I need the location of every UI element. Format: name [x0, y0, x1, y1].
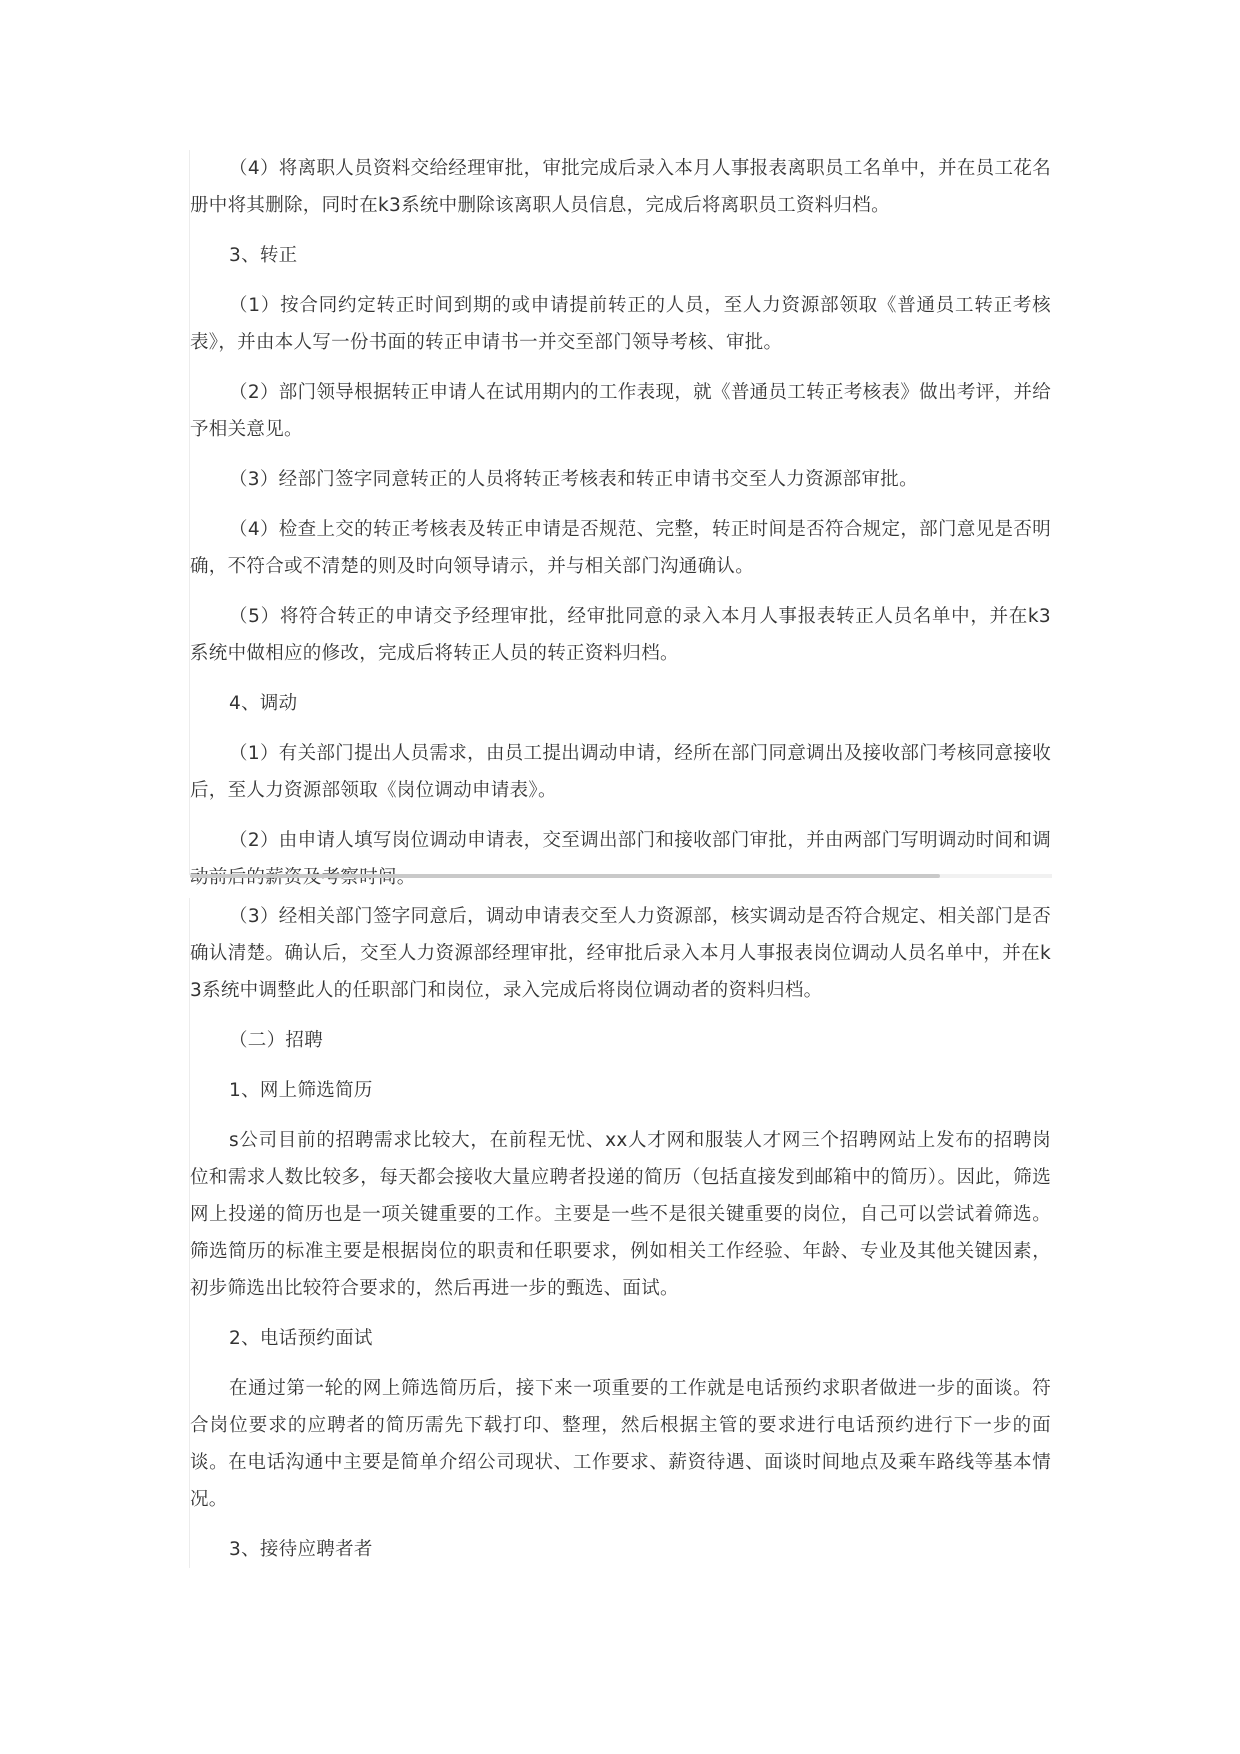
paragraph-regularization-4: （4）检查上交的转正考核表及转正申请是否规范、完整，转正时间是否符合规定，部门意见是否明确，不符合或不清楚的则及时向领导请示，并与相关部门沟通确认。 — [190, 519, 1051, 577]
scrollbar-thumb[interactable] — [190, 874, 940, 878]
paragraph-resignation-approval: （4）将离职人员资料交给经理审批，审批完成后录入本月人事报表离职员工名单中，并在员工花名册中将其删除，同时在k3系统中删除该离职人员信息，完成后将离职员工资料归档。 — [190, 158, 1051, 216]
paragraph-regularization-2: （2）部门领导根据转正申请人在试用期内的工作表现，就《普通员工转正考核表》做出考评，并给予相关意见。 — [190, 382, 1051, 440]
paragraph-online-screening: s公司目前的招聘需求比较大，在前程无忧、xx人才网和服装人才网三个招聘网站上发布的招聘岗位和需求人数比较多，每天都会接收大量应聘者投递的简历（包括直接发到邮箱中的简历）。因此，筛选网上投递的简历也是一项关键重要的工作。主要是一些不是很关键重要的岗位，自己可以尝试着筛选。筛选简历的标准主要是根据岗位的职责和任职要求，例如相关工作经验、年龄、专业及其他关键因素，初步筛选出比较符合要求的，然后再进一步的甄选、面试。 — [190, 1130, 1051, 1299]
paragraph-transfer-1: （1）有关部门提出人员需求，由员工提出调动申请，经所在部门同意调出及接收部门考核同意接收后，至人力资源部领取《岗位调动申请表》。 — [190, 743, 1051, 801]
content-block-upper — [189, 150, 1051, 875]
content-block-lower — [189, 898, 1051, 1568]
heading-regularization: 3、转正 — [229, 245, 298, 266]
heading-transfer: 4、调动 — [229, 693, 298, 714]
paragraph-transfer-2: （2）由申请人填写岗位调动申请表，交至调出部门和接收部门审批，并由两部门写明调动时间和调 — [229, 830, 1051, 851]
heading-recruitment: （二）招聘 — [229, 1030, 324, 1051]
heading-online-screening: 1、网上筛选简历 — [229, 1080, 373, 1101]
heading-phone-interview: 2、电话预约面试 — [229, 1328, 373, 1349]
heading-receive-applicants: 3、接待应聘者者 — [229, 1539, 373, 1560]
content-viewport[interactable] — [190, 150, 1051, 875]
paragraph-phone-interview: 在通过第一轮的网上筛选简历后，接下来一项重要的工作就是电话预约求职者做进一步的面谈。符合岗位要求的应聘者的简历需先下载打印、整理，然后根据主管的要求进行电话预约进行下一步的面谈。在电话沟通中主要是简单介绍公司现状、工作要求、薪资待遇、面谈时间地点及乘车路线等基本情况。 — [190, 1378, 1051, 1510]
horizontal-scrollbar[interactable] — [190, 874, 1052, 878]
paragraph-regularization-3: （3）经部门签字同意转正的人员将转正考核表和转正申请书交至人力资源部审批。 — [229, 469, 918, 490]
paragraph-transfer-3: （3）经相关部门签字同意后，调动申请表交至人力资源部，核实调动是否符合规定、相关部门是否确认清楚。确认后，交至人力资源部经理审批，经审批后录入本月人事报表岗位调动人员名单中，并在k3系统中调整此人的任职部门和岗位，录入完成后将岗位调动者的资料归档。 — [190, 906, 1051, 1001]
paragraph-regularization-1: （1）按合同约定转正时间到期的或申请提前转正的人员，至人力资源部领取《普通员工转正考核表》，并由本人写一份书面的转正申请书一并交至部门领导考核、审批。 — [190, 295, 1051, 353]
paragraph-regularization-5: （5）将符合转正的申请交予经理审批，经审批同意的录入本月人事报表转正人员名单中，并在k3系统中做相应的修改，完成后将转正人员的转正资料归档。 — [190, 606, 1051, 664]
